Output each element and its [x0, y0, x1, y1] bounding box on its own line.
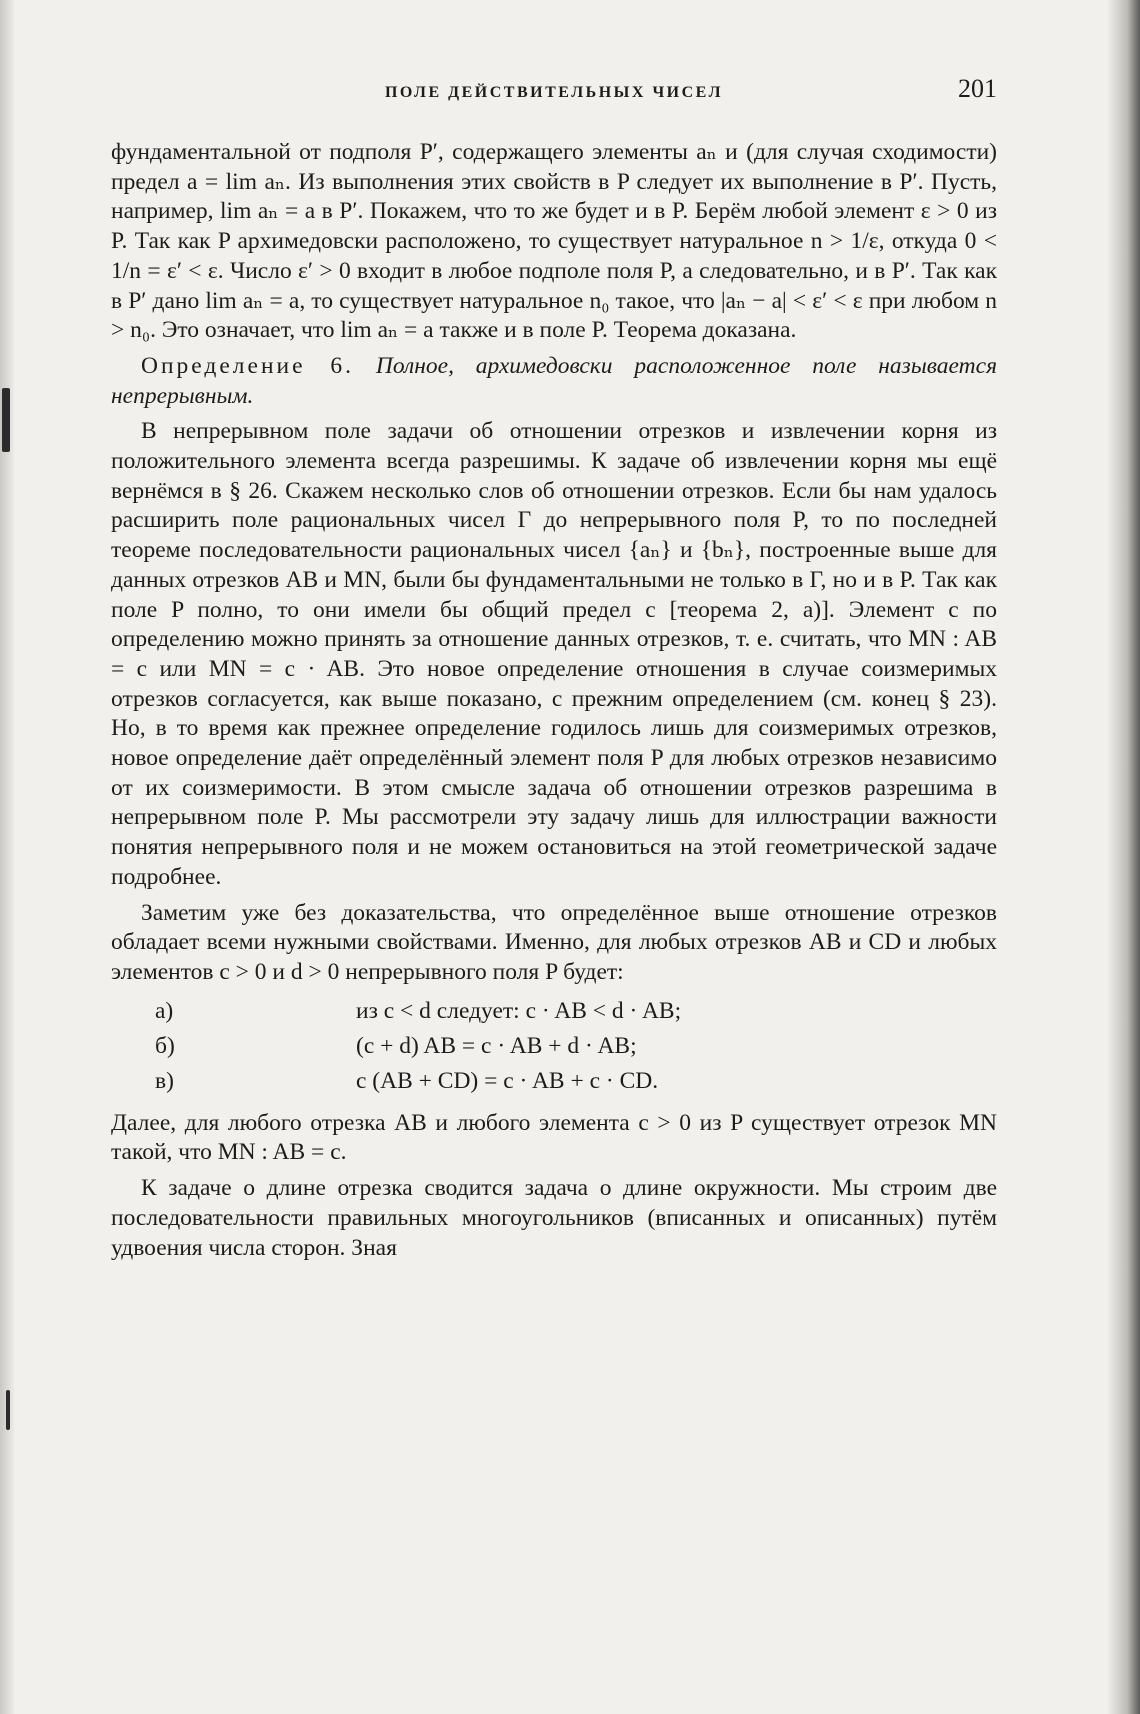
formula-row — [111, 1064, 997, 1099]
paragraph: Заметим уже без доказательства, что определённое выше отношение отрезков обладает всеми нужными свойствами. Именно, для любых отрезков AB и CD и любых элементов c > 0 и d > 0 непрерывного поля P будет: — [111, 899, 997, 985]
page-edge-shadow — [1108, 0, 1140, 1714]
paragraph: Далее, для любого отрезка AB и любого элемента c > 0 из P существует отрезок MN такой, что MN : AB = c. — [111, 1109, 997, 1166]
paragraph: В непрерывном поле задачи об отношении отрезков и извлечении корня из положительного элемента всегда разрешимы. К задаче об извлечении корня мы ещё вернёмся в § 26. Скажем несколько слов об отношении отрезков. Если бы нам удалось расширить поле рациональных чисел Г до непрерывного поля P, то по последней теореме последовательности рациональных чисел {aₙ} и {bₙ}, построенные выше для данных отрезков AB и MN, были бы фундаментальными не только в Г, но и в P. Так как поле P полно, то они имели бы общий предел c [теорема 2, а)]. Элемент c по определению можно принять за отношение данных отрезков, т. е. считать, что MN : AB = c или MN = c · AB. Это новое определение отношения в случае соизмеримых отрезков согласуется, как выше показано, с прежним определением (см. конец § 23). Но, в то время как прежнее определение годилось лишь для соизмеримых отрезков, новое определение даёт определённый элемент поля P для любых отрезков независимо от их соизмеримости. В этом смысле задача об отношении отрезков разрешима в непрерывном поле P. Мы рассмотрели эту задачу лишь для иллюстрации важности понятия непрерывного поля и не можем остановиться на этой геометрической задаче подробнее. — [111, 418, 997, 890]
formula-list — [111, 994, 997, 1099]
page-gutter-shadow — [0, 0, 14, 1714]
book-page — [111, 70, 997, 1263]
paragraph: К задаче о длине отрезка сводится задача о длине окружности. Мы строим две последовательности правильных многоугольников (вписанных и описанных) путём удвоения числа сторон. Зная — [111, 1175, 997, 1261]
formula-expression: c (AB + CD) = c · AB + c · CD. — [356, 1067, 659, 1094]
running-title: ПОЛЕ ДЕЙСТВИТЕЛЬНЫХ ЧИСЕЛ — [384, 84, 724, 101]
formula-label: а) — [155, 997, 174, 1024]
formula-row — [111, 1029, 997, 1064]
running-head — [111, 70, 997, 110]
paragraph: фундаментальной от подполя P′, содержащего элементы aₙ и (для случая сходимости) предел a = lim aₙ. Из выполнения этих свойств в P следует их выполнение в P′. Пусть, например, lim aₙ = a в P′. Покажем, что то же будет и в P. Берём любой элемент ε > 0 из P. Так как P архимедовски расположено, то существует натуральное n > 1/ε, откуда 0 < 1/n = ε′ < ε. Число ε′ > 0 входит в любое подполе поля P, а следовательно, и в P′. Так как в P′ дано lim aₙ = a, то существует натуральное n₀ такое, что |aₙ − a| < ε′ < ε при любом n > n₀. Это означает, что lim aₙ = a также и в поле P. Теорема доказана. — [111, 139, 997, 344]
definition-label: Определение 6. — [141, 352, 355, 379]
binding-mark — [6, 1390, 10, 1430]
formula-row — [111, 994, 997, 1029]
formula-label: б) — [155, 1032, 175, 1059]
definition-paragraph — [111, 352, 997, 411]
formula-label: в) — [155, 1067, 174, 1094]
formula-expression: из c < d следует: c · AB < d · AB; — [356, 997, 682, 1024]
formula-expression: (c + d) AB = c · AB + d · AB; — [356, 1032, 637, 1059]
binding-mark — [2, 388, 10, 452]
definition-text: Полное, архимедовски расположенное поле называется непрерывным. — [111, 352, 997, 409]
page-number: 201 — [958, 74, 997, 103]
